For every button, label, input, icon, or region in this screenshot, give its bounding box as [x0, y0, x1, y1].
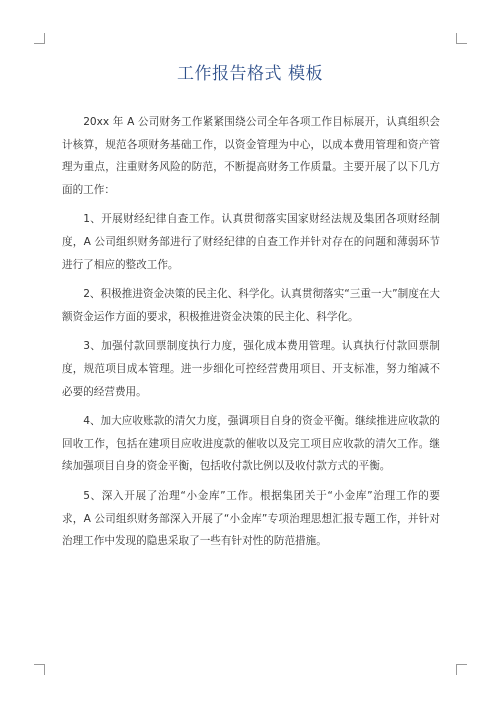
paragraph-item-5: 5、深入开展了治理“小金库”工作。根据集团关于“小金库”治理工作的要求，A 公司组织财务部深入开展了“小金库”专项治理思想汇报专题工作，并针对治理工作中发现的隐患采取了一些有针对性的防范措施。 [62, 489, 440, 548]
paragraph-item-1: 1、开展财经纪律自查工作。认真贯彻落实国家财经法规及集团各项财经制度，A 公司组织财务部进行了财经纪律的自查工作并针对存在的问题和薄弱环节进行了相应的整改工作。 [62, 213, 440, 271]
crop-mark-bottom-right [456, 664, 467, 675]
document-title: 工作报告格式 模板 [177, 64, 323, 84]
paragraph-intro: 20xx 年 A 公司财务工作紧紧围绕公司全年各项工作目标展开，认真组织会计核算，规范各项财务基础工作，以资金管理为中心，以成本费用管理和资产管理为重点，注重财务风险的防范，不断提高财务工作质量。主要开展了以下几方面的工作： [62, 116, 440, 196]
crop-mark-top-right [456, 33, 467, 44]
crop-mark-bottom-left [34, 664, 45, 675]
crop-mark-top-left [34, 33, 45, 44]
paragraph-item-3: 3、加强付款回票制度执行力度，强化成本费用管理。认真执行付款回票制度，规范项目成本管理。进一步细化可控经营费用项目、开支标准，努力缩减不必要的经营费用。 [62, 340, 440, 398]
paragraph-item-2: 2、积极推进资金决策的民主化、科学化。认真贯彻落实“三重一大”制度在大额资金运作方面的要求，积极推进资金决策的民主化、科学化。 [62, 288, 440, 323]
document-body [62, 111, 440, 560]
paragraph-item-4: 4、加大应收账款的清欠力度，强调项目自身的资金平衡。继续推进应收款的回收工作，包括在建项目应收进度款的催收以及完工项目应收款的清欠工作。继续加强项目自身的资金平衡，包括收付款比例以及收付款方式的平衡。 [62, 415, 440, 473]
